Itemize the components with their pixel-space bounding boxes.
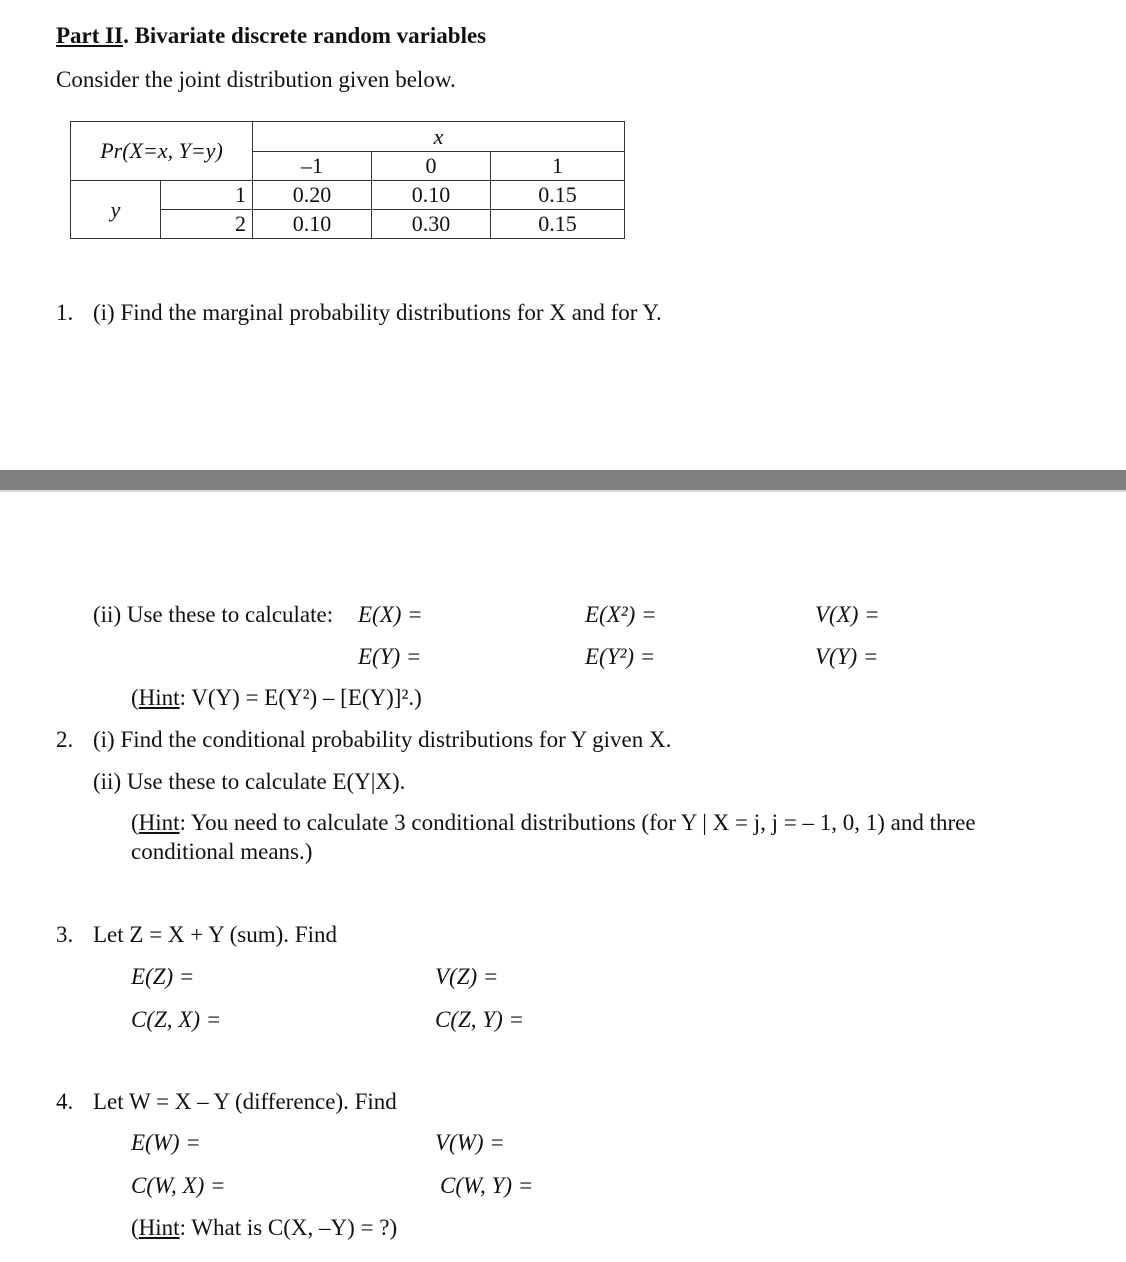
y-value: 2 <box>161 210 253 239</box>
intro-text: Consider the joint distribution given below. <box>56 67 456 92</box>
q1-ey: E(Y) = <box>358 644 422 669</box>
section-title <box>56 24 486 47</box>
q4-vw: V(W) = <box>435 1130 505 1155</box>
q3-czx: C(Z, X) = <box>131 1007 222 1032</box>
joint-distribution-table <box>70 121 625 239</box>
prob-cell: 0.20 <box>253 181 372 210</box>
prob-cell: 0.10 <box>253 210 372 239</box>
q1-ey2: E(Y²) = <box>585 644 656 669</box>
part-label: Part II <box>56 23 124 48</box>
prob-cell: 0.10 <box>372 181 491 210</box>
q1-vx: V(X) = <box>815 602 880 627</box>
table-corner-label: Pr(X=x, Y=y) <box>71 122 253 181</box>
q1-ex2: E(X²) = <box>585 602 657 627</box>
x-value: –1 <box>253 152 372 181</box>
q1-part-i: (i) Find the marginal probability distributions for X and for Y. <box>93 300 662 325</box>
q2-hint-line1: (Hint: You need to calculate 3 conditional distributions (for Y | X = j, j = – 1, 0, 1) and three <box>131 810 976 835</box>
q1-hint: (Hint: V(Y) = E(Y²) – [E(Y)]².) <box>131 685 422 710</box>
q4-lead: Let W = X – Y (difference). Find <box>93 1089 397 1114</box>
prob-cell: 0.30 <box>372 210 491 239</box>
hint-text: : V(Y) = E(Y²) – [E(Y)]².) <box>179 685 422 710</box>
hint-text: : What is C(X, –Y) = ?) <box>179 1215 398 1240</box>
hint-label: Hint <box>138 685 180 710</box>
q1-ex: E(X) = <box>358 602 423 627</box>
q2-part-ii: (ii) Use these to calculate E(Y|X). <box>93 769 406 794</box>
hint-text: : You need to calculate 3 conditional distributions (for Y | X = j, j = – 1, 0, 1) and three <box>179 810 976 835</box>
q1-part-ii-lead: (ii) Use these to calculate: <box>93 602 334 627</box>
prob-cell: 0.15 <box>491 210 625 239</box>
table-row <box>71 181 625 210</box>
title-text: . Bivariate discrete random variables <box>123 23 487 48</box>
q2-part-i: (i) Find the conditional probability distributions for Y given X. <box>93 727 672 752</box>
q4-hint: (Hint: What is C(X, –Y) = ?) <box>131 1215 398 1240</box>
q3-czy: C(Z, Y) = <box>435 1007 525 1032</box>
hint-label: Hint <box>138 810 180 835</box>
q4-cwx: C(W, X) = <box>131 1173 226 1198</box>
q4-ew: E(W) = <box>131 1130 201 1155</box>
x-value: 0 <box>372 152 491 181</box>
x-value: 1 <box>491 152 625 181</box>
y-value: 1 <box>161 181 253 210</box>
q4-cwy: C(W, Y) = <box>440 1173 534 1198</box>
q2-number: 2. <box>56 727 74 752</box>
q2-hint-line2: conditional means.) <box>131 839 313 864</box>
y-header: y <box>71 181 161 239</box>
hint-label: Hint <box>138 1215 180 1240</box>
x-header: x <box>253 122 625 152</box>
q1-vy: V(Y) = <box>815 644 879 669</box>
q3-vz: V(Z) = <box>435 964 499 989</box>
prob-cell: 0.15 <box>491 181 625 210</box>
q3-lead: Let Z = X + Y (sum). Find <box>93 922 337 947</box>
q1-number: 1. <box>56 300 74 325</box>
q3-ez: E(Z) = <box>131 964 195 989</box>
page-divider <box>0 470 1126 492</box>
q4-number: 4. <box>56 1089 74 1114</box>
q3-number: 3. <box>56 922 74 947</box>
